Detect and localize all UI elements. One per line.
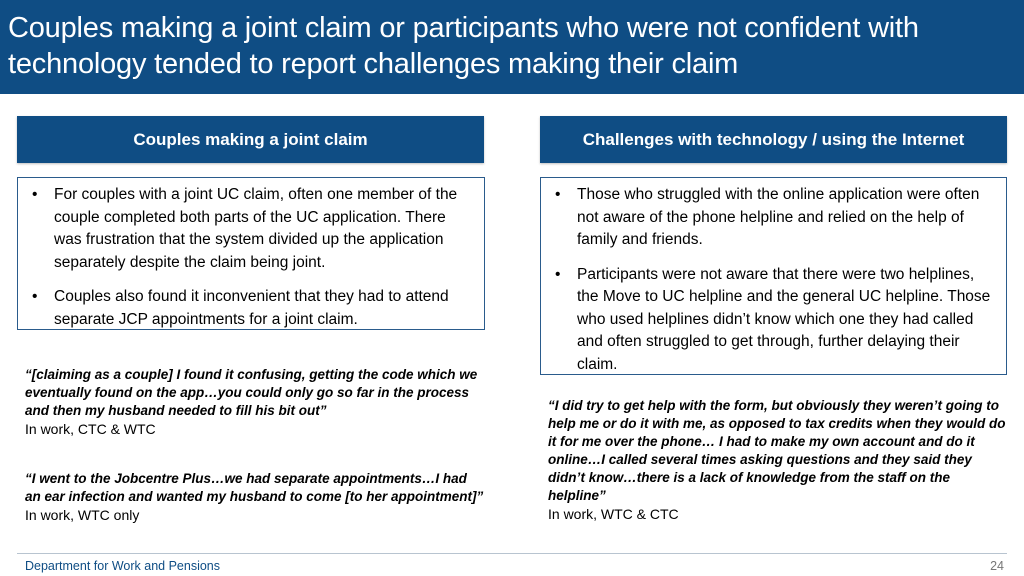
page-number: 24 (990, 559, 1004, 573)
bullet-item (553, 184, 994, 252)
bullet-text: For couples with a joint UC claim, often one member of the couple completed both parts of the UC application. There was frustration that the system divided up the application separately despite the claim being joint. (54, 186, 458, 271)
bullet-icon: • (555, 265, 561, 283)
title-bar (0, 0, 1024, 94)
right-column-header: Challenges with technology / using the Internet (540, 116, 1007, 163)
bullet-text: Those who struggled with the online application were often not aware of the phone helpline and relied on the help of family and friends. (577, 186, 980, 248)
quote-text: “I went to the Jobcentre Plus…we had separate appointments…I had an ear infection and wanted my husband to come [to her appointment]” (25, 471, 484, 504)
right-bullet-box (540, 177, 1007, 375)
quote-text: “I did try to get help with the form, but obviously they weren’t going to help me or do it with me, as opposed to tax credits when they would do it for me over the phone… I had to make my own account and do it online…I called several times asking questions and they said they didn’t know…there is a lack of knowledge from the staff on the helpline” (548, 398, 1006, 503)
quote-text: “[claiming as a couple] I found it confusing, getting the code which we eventually found on the app…you could only go so far in the process and then my husband needed to fill his bit out” (25, 367, 478, 418)
bullet-item (553, 264, 994, 377)
bullet-icon: • (32, 288, 38, 305)
left-column-header: Couples making a joint claim (17, 116, 484, 163)
quote-source: In work, CTC & WTC (25, 421, 156, 437)
bullet-icon: • (32, 186, 38, 203)
bullet-text: Couples also found it inconvenient that they had to attend separate JCP appointments for a joint claim. (54, 288, 449, 328)
left-bullet-list (30, 184, 472, 331)
right-bullet-list (553, 184, 994, 376)
bullet-text: Participants were not aware that there were two helplines, the Move to UC helpline and the general UC helpline. Those who used helplines didn’t know which one they had called and often struggled to get through, further delaying their claim. (577, 265, 991, 373)
bullet-item (30, 184, 472, 274)
quote-block (548, 397, 1008, 523)
quote-source: In work, WTC only (25, 507, 140, 523)
quote-source: In work, WTC & CTC (548, 506, 679, 522)
quote-block (25, 470, 485, 524)
bullet-item (30, 286, 472, 331)
footer-divider (17, 553, 1007, 554)
bullet-icon: • (555, 186, 561, 203)
quote-block (25, 366, 485, 438)
left-bullet-box (17, 177, 485, 330)
footer-organisation: Department for Work and Pensions (25, 559, 221, 573)
page-title: Couples making a joint claim or participants who were not confident with technology tended to report challenges making their claim (8, 12, 919, 80)
